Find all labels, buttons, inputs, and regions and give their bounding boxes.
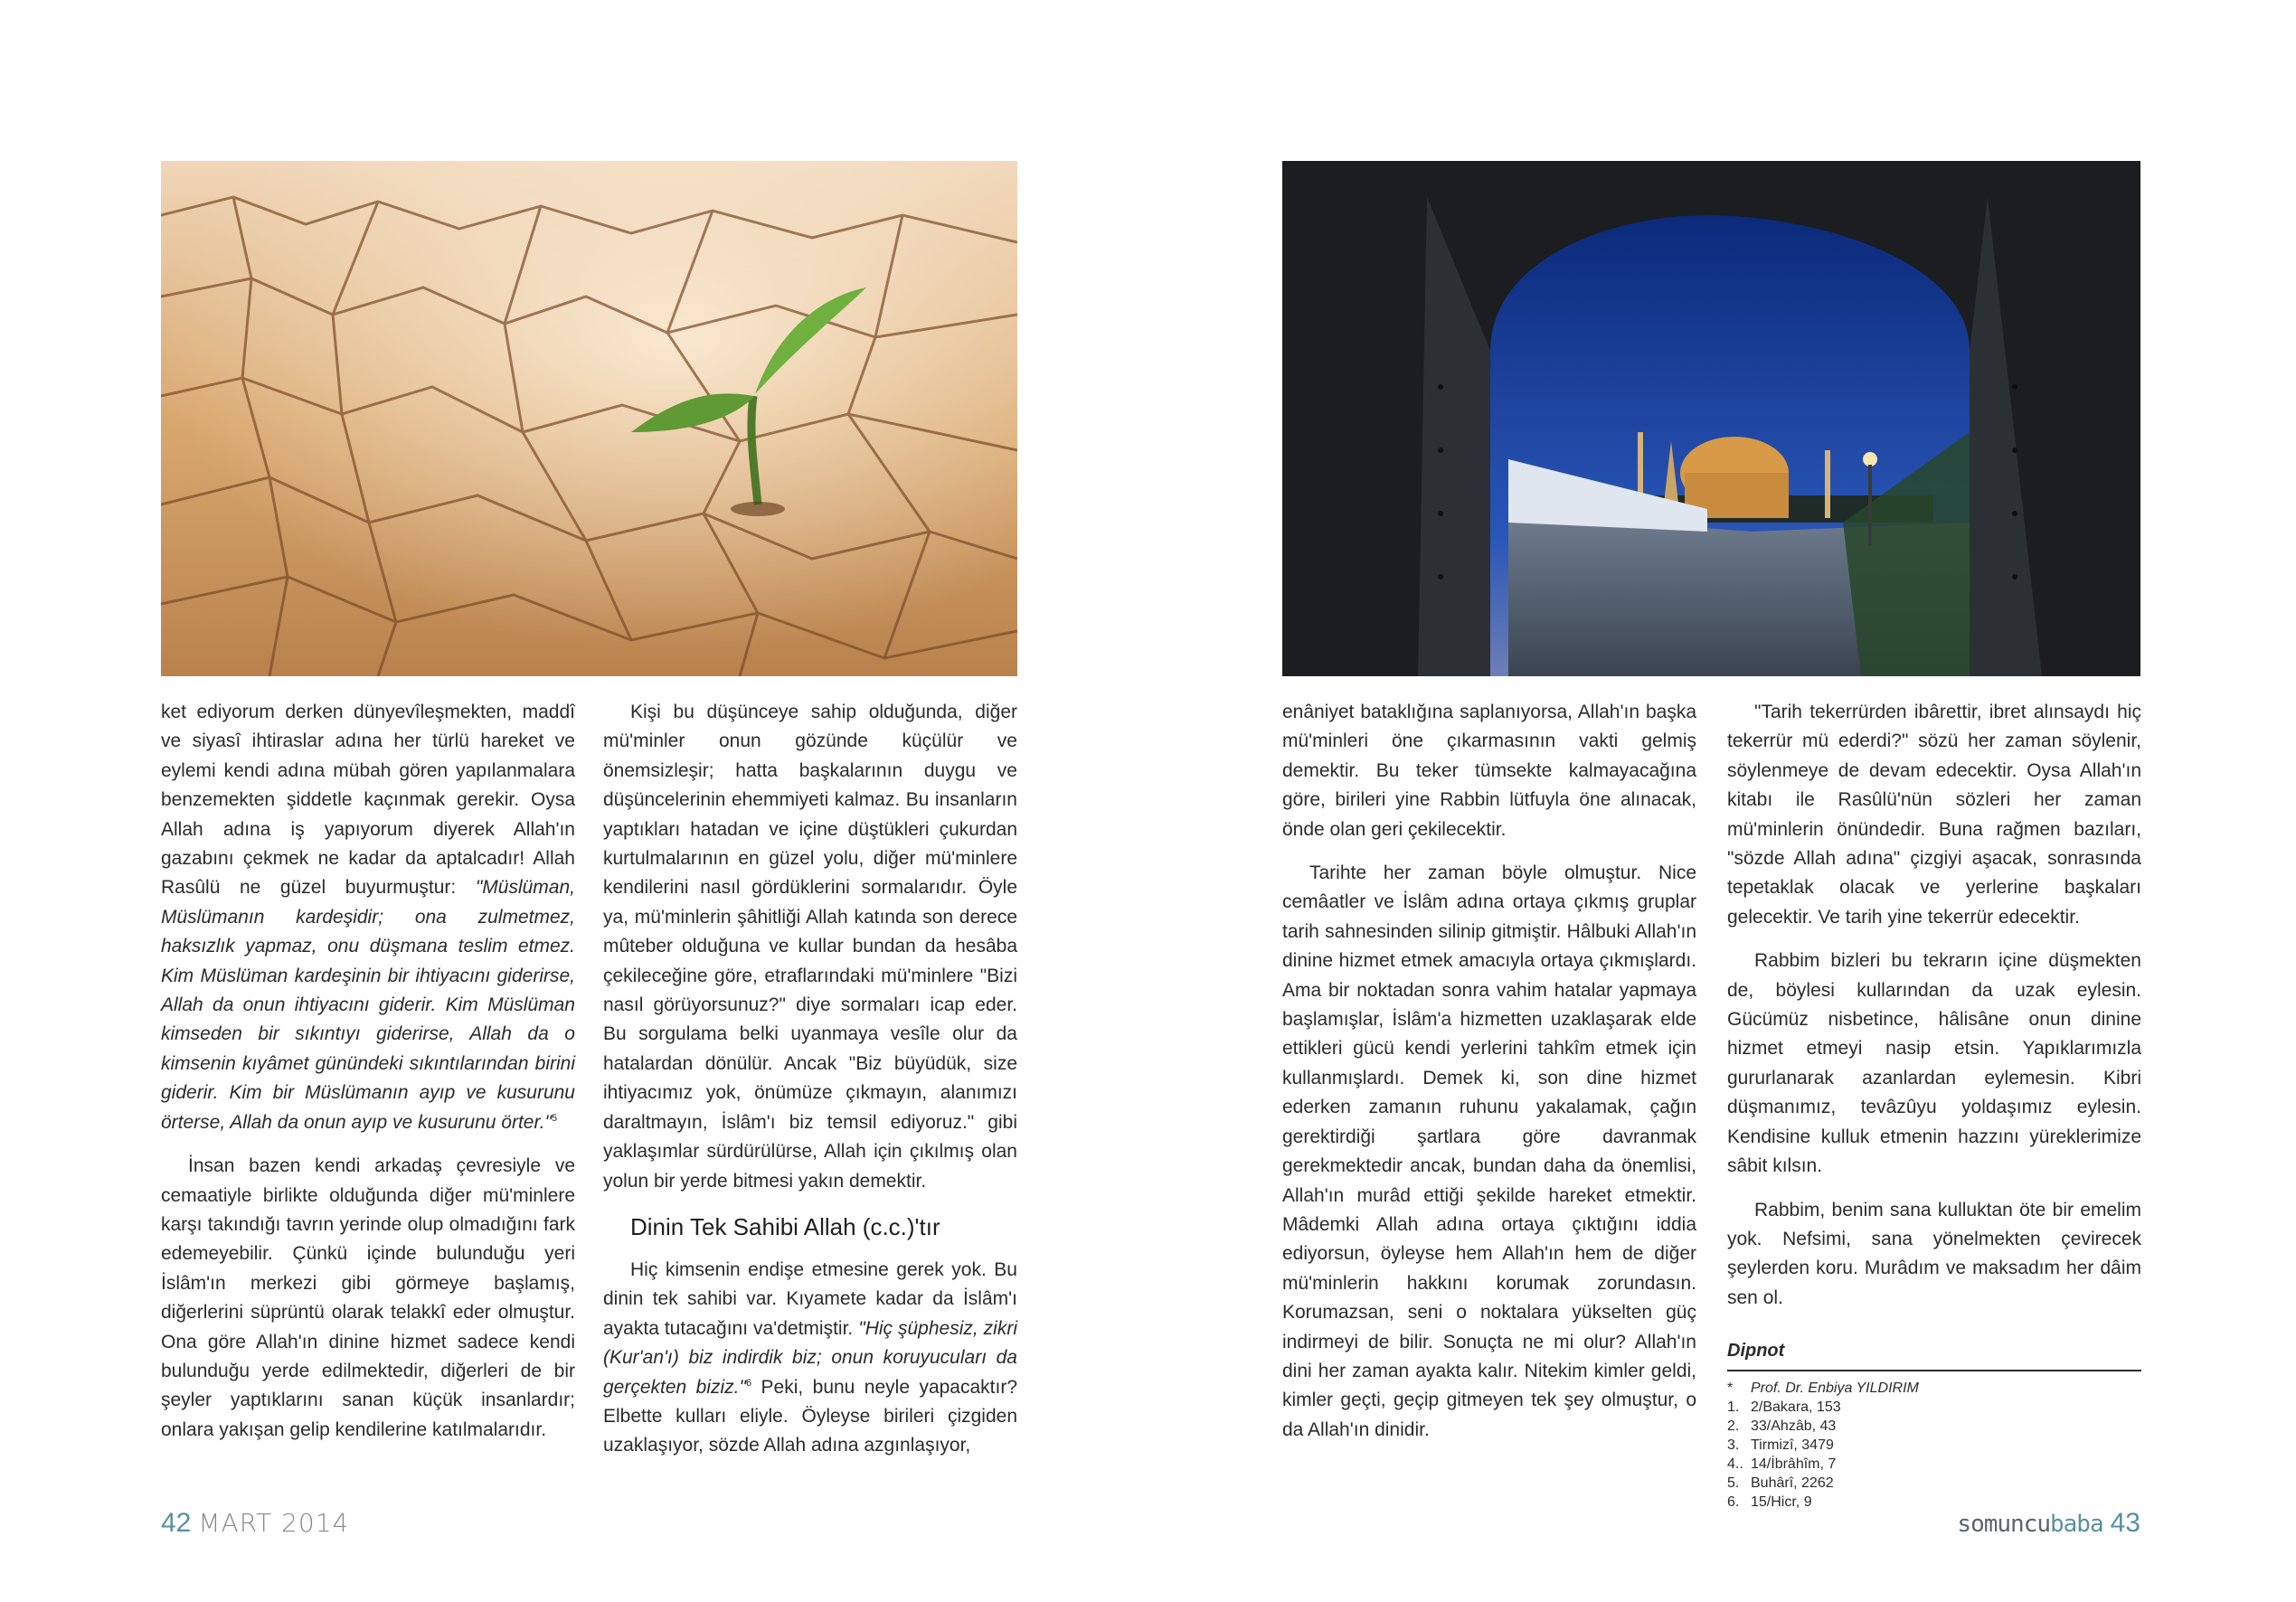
footnote-ref: 5 [551,1112,558,1124]
text-column-3 [1282,698,1696,1445]
paragraph: Hiç kimsenin endişe etmesine gerek yok. Bu dinin tek sahibi var. Kıyamete kadar da İslâm'ı ayakta tutacağını va'detmiştir. "Hiç şüphesiz, zikri (Kur'an'ı) biz indirdik biz; onun koruyucuları da gerçekten biziz."$^6$ Peki, bunu neyle yapacaktır? Elbette kulları eliyle. Öyleyse birileri çizgiden uzaklaşıyor, sözde Allah adına azgınlaşıyor, [603,1258,1017,1456]
paragraph: Rabbim, benim sana kulluktan öte bir emelim yok. Nefsimi, sana yönelmekten çevirecek şeylerden koru. Murâdım ve maksadım her dâim sen ol. [1727,1199,2141,1308]
quran-quote: "Hiç şüphesiz, zikri (Kur'an'ı) biz indirdik biz; onun koruyucuları da gerçekten biziz." [603,1317,1017,1398]
text-column-4 [1727,698,2141,1512]
paragraph: "Tarih tekerrürden ibârettir, ibret alınsaydı hiç tekerrür mü ederdi?" sözü her zaman söylenir, söylenmeye de devam edecektir. Oysa Allah'ın kitabı ile Rasûlü'nün sözleri her zaman mü'minlerin önündedir. Buna rağmen bazıları, "sözde Allah adına" çizgiyi aşacak, sonrasında tepetaklak olacak ve yerlerine başkaları gelecektir. Ve tarih yine tekerrür edecektir. [1727,702,2141,928]
section-heading: Dinin Tek Sahibi Allah (c.c.)'tır [630,1212,940,1240]
paragraph: Kişi bu düşünceye sahip olduğunda, diğer mü'minler onun gözünde küçülür ve önemsizleşir; hatta başkalarının duygu ve düşüncelerinin ehemmiyeti kalmaz. Bu insanların yaptıkları hatadan ve içine düştükleri çukurdan kurtulmalarının en güzel yolu, diğer mü'minlere kendilerini nasıl gördüklerini sormalarıdır. Öyle ya, mü'minlerin şâhitliği Allah katında son derece mûteber olduğuna ve kullar bundan da hesâba çekileceğine göre, etraflarındaki mü'minlere "Bizi nasıl görüyorsunuz?" diye sormaları icap eder. Bu sorgulama belki uyanmaya vesîle olur da hatalardan dönülür. Ancak "Biz büyüdük, size ihtiyacımız yok, önümüze çıkmayın, alanımızı daraltmayın, İslâm'ı biz temsil ediyoruz." gibi yaklaşımlar sürdürülürse, Allah için çıkılmış olan yolun bir yerde bitmesi yakın demektir. [603,702,1017,1192]
footnote-item: 4.. 14/İbrâhîm, 7 [1727,1456,1837,1472]
magazine-logo: somuncubaba [1957,1511,2103,1538]
paragraph: Rabbim bizleri bu tekrarın içine düşmekten de, böylesi kullarından da uzak eylesin. Gücümüz nisbetince, hâlisâne onun dinine hizmet etmeyi nasip etsin. Yapıklarımızla gururlanarak azanlardan eylemesin. Kibri düşmanımız, tevâzûyu yoldaşımız eylesin. Kendisine kulluk etmenin hazzını yüreklerimize sâbit kılsın. [1727,950,2141,1177]
page-number: 42 [161,1508,192,1538]
text-column-1 [161,698,575,1445]
folio-left [161,1508,349,1539]
paragraph: İnsan bazen kendi arkadaş çevresiyle ve cemaatiyle birlikte olduğunda diğer mü'minlere karşı takındığı tavrın yerinde olup olmadığını fark edemeyebilir. Çünkü içinde bulunduğu yeri İslâm'ın merkezi gibi görmeye başlamış, diğerlerini süprüntü olarak telakkî eder olmuştur. Ona göre Allah'ın dinine hizmet sadece kendi bulunduğu yerde edilmektedir, diğerleri de bir şeyler yaptıklarını sanan küçük insanlardır; onlara yakışan gelip kendilerine katılmalarıdır. [161,1155,575,1440]
text-column-2 [603,698,1017,1461]
paragraph: Tarihte her zaman böyle olmuştur. Nice cemâatler ve İslâm adına ortaya çıkmış gruplar tarih sahnesinden silinip gitmiştir. Hâlbuki Allah'ın dinine hizmet etmek amacıyla ortaya çıkmışlardı. Ama bir noktadan sonra vahim hatalar yapmaya başlamışlar, İslâm'a hizmetten uzaklaşarak elde ettikleri gücü kendi yerlerini tahkîm etmek için kullanmışlardı. Demek ki, son dine hizmet ederken zamanın ruhunu yakalamak, çağın gerektirdiği şartlara göre davranmak gerekmektedir ancak, bundan daha da önemlisi, Allah'ın murâd ettiği şekilde hareket etmektir. Mâdemki Allah adına ortaya çıktığını iddia ediyorsun, öyleyse hem Allah'ın hem de diğer mü'minlerin hakkını korumak zorundasın. Korumazsan, seni o noktalara yükselten güç indirmeyi de bilir. Sonuçta ne mi olur? Allah'ın dini her zaman ayakta kalır. Nitekim kimler geldi, kimler geçti, geçip gitmeyen tek şey olmuştur, o da Allah'ın dinidir. [1282,862,1696,1440]
page-number: 43 [2110,1508,2140,1538]
footnote-ref: 6 [745,1377,752,1389]
footnote-list [1727,1379,2141,1512]
photo-mosque-through-gate [1282,161,2140,676]
footnote-item: 2. 33/Ahzâb, 43 [1727,1418,1837,1434]
paragraph: ket ediyorum derken dünyevîleşmekten, maddî ve siyasî ihtiraslar adına her türlü hareket ve eylemi kendi adına mübah gören yapılanmalara benzemekten şiddetle kaçınmak gerekir. Oysa Allah adına iş yapıyorum diyerek Allah'ın gazabını çekmek ne kadar da aptalcadır! Allah Rasûlü ne güzel buyurmuştur: "Müslüman, Müslümanın kardeşidir; ona zulmetmez, haksızlık yapmaz, onu düşmana teslim etmez. Kim Müslüman kardeşinin bir ihtiyacını giderirse, Allah da onun ihtiyacını giderir. Kim Müslüman kimseden bir sıkıntıyı giderirse, Allah da o kimsenin kıyâmet günündeki sıkıntılarından birini giderir. Kim bir Müslümanın ayıp ve kusurunu örterse, Allah da onun ayıp ve kusurunu örter."$^5$ [161,702,575,1133]
footnote-item: 1. 2/Bakara, 153 [1727,1399,1841,1415]
footnote-item: * Prof. Dr. Enbiya YILDIRIM [1727,1380,1919,1396]
paragraph: enâniyet bataklığına saplanıyorsa, Allah'ın başka mü'minleri öne çıkarmasının vakti gelmiş demektir. Bu teker tümsekte kalmayacağına göre, birileri yine Rabbin lütfuyla öne alınacak, önde olan geri çekilecektir. [1282,702,1696,840]
footnote-item: 6. 15/Hicr, 9 [1727,1494,1812,1510]
hadith-quote: "Müslüman, Müslümanın kardeşidir; ona zulmetmez, haksızlık yapmaz, onu düşmana teslim etmez. Kim Müslüman kardeşinin bir ihtiyacını giderirse, Allah da onun ihtiyacını giderir. Kim Müslüman kimseden bir sıkıntıyı giderirse, Allah da o kimsenin kıyâmet günündeki sıkıntılarından birini giderir. Kim bir Müslümanın ayıp ve kusurunu örterse, Allah da onun ayıp ve kusurunu örter." [161,877,575,1133]
footnote-title: Dipnot [1727,1336,2141,1371]
footnote-item: 3. Tirmizî, 3479 [1727,1437,1834,1453]
issue-date: MART 2014 [198,1508,350,1538]
photo-seedling-cracked-earth [161,161,1017,676]
folio-right [1957,1508,2140,1539]
footnote-item: 5. Buhârî, 2262 [1727,1475,1834,1491]
